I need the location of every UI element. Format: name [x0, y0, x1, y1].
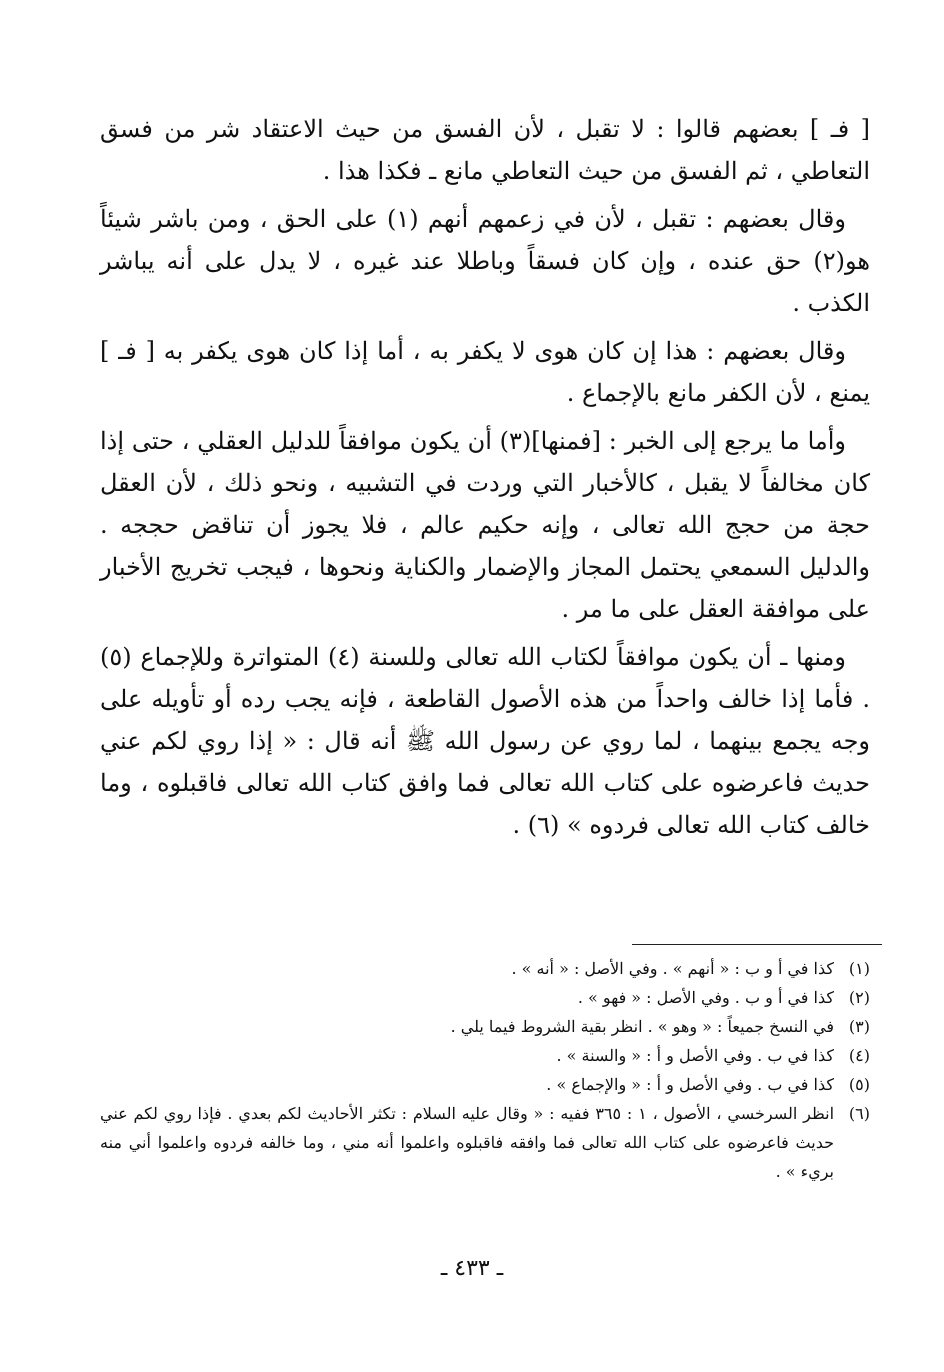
- footnote: [100, 1041, 870, 1070]
- footnote: [100, 954, 870, 983]
- footnote-text: كذا في أ و ب : « أنهم » . وفي الأصل : « أنه » .: [511, 959, 834, 978]
- footnote: [100, 983, 870, 1012]
- footnote-number: (٢): [848, 988, 870, 1007]
- footnote-text: كذا في ب . وفي الأصل و أ : « والسنة » .: [556, 1046, 834, 1065]
- paragraph: وقال بعضهم : هذا إن كان هوى لا يكفر به ، أما إذا كان هوى يكفر به [ فـ ] يمنع ، لأن الكفر مانع بالإجماع .: [100, 337, 870, 407]
- footnote-number: (٥): [848, 1075, 870, 1094]
- footnote: [100, 1099, 870, 1186]
- footnote-number: (٣): [848, 1017, 870, 1036]
- footnotes: [100, 954, 870, 1186]
- footnote: [100, 1070, 870, 1099]
- paragraph: ومنها ـ أن يكون موافقاً لكتاب الله تعالى وللسنة (٤) المتواترة وللإجماع (٥) . فأما إذا خالف واحداً من هذه الأصول القاطعة ، فإنه يجب رده أو تأويله على وجه يجمع بينهما ، لما روي عن رسول الله ﷺ أنه قال : « إذا روي لكم عني حديث فاعرضوه على كتاب الله تعالى فما وافق كتاب الله تعالى فاقبلوه ، وما خالف كتاب الله تعالى فردوه » (٦) .: [100, 643, 870, 839]
- footnote-text: انظر السرخسي ، الأصول ، ١ : ٣٦٥ ففيه : « وقال عليه السلام : تكثر الأحاديث لكم بعدي . فإذا روي لكم عني حديث فاعرضوه على كتاب الله تعالى فما وافقه فاقبلوه واعلموا أنه مني ، وما خالفه فردوه واعلموا أني منه بريء » .: [100, 1104, 835, 1181]
- footnote-number: (٤): [848, 1046, 870, 1065]
- footnote-number: (٦): [848, 1104, 870, 1123]
- main-text: [100, 108, 870, 852]
- footnote-number: (١): [848, 959, 870, 978]
- footnote-divider: [632, 944, 882, 945]
- paragraph: [ فـ ] بعضهم قالوا : لا تقبل ، لأن الفسق من حيث الاعتقاد شر من فسق التعاطي ، ثم الفسق من حيث التعاطي مانع ـ فكذا هذا .: [100, 115, 870, 185]
- paragraph: وأما ما يرجع إلى الخبر : [فمنها](٣) أن يكون موافقاً للدليل العقلي ، حتى إذا كان مخالفاً لا يقبل ، كالأخبار التي وردت في التشبيه ، ونحو ذلك ، لأن العقل حجة من حجج الله تعالى ، وإنه حكيم عالم ، فلا يجوز أن تناقض حججه . والدليل السمعي يحتمل المجاز والإضمار والكناية ونحوها ، فيجب تخريج الأخبار على موافقة العقل على ما مر .: [100, 427, 870, 623]
- footnote: [100, 1012, 870, 1041]
- page-number: ـ ٤٣٣ ـ: [440, 1256, 504, 1281]
- paragraph: وقال بعضهم : تقبل ، لأن في زعمهم أنهم (١) على الحق ، ومن باشر شيئاً هو(٢) حق عنده ، وإن كان فسقاً وباطلا عند غيره ، لا يدل على أنه يباشر الكذب .: [100, 205, 870, 317]
- footnote-text: في النسخ جميعاً : « وهو » . انظر بقية الشروط فيما يلي .: [450, 1017, 834, 1036]
- footnote-text: كذا في ب . وفي الأصل و أ : « والإجماع » .: [546, 1075, 834, 1094]
- footnote-text: كذا في أ و ب . وفي الأصل : « فهو » .: [577, 988, 834, 1007]
